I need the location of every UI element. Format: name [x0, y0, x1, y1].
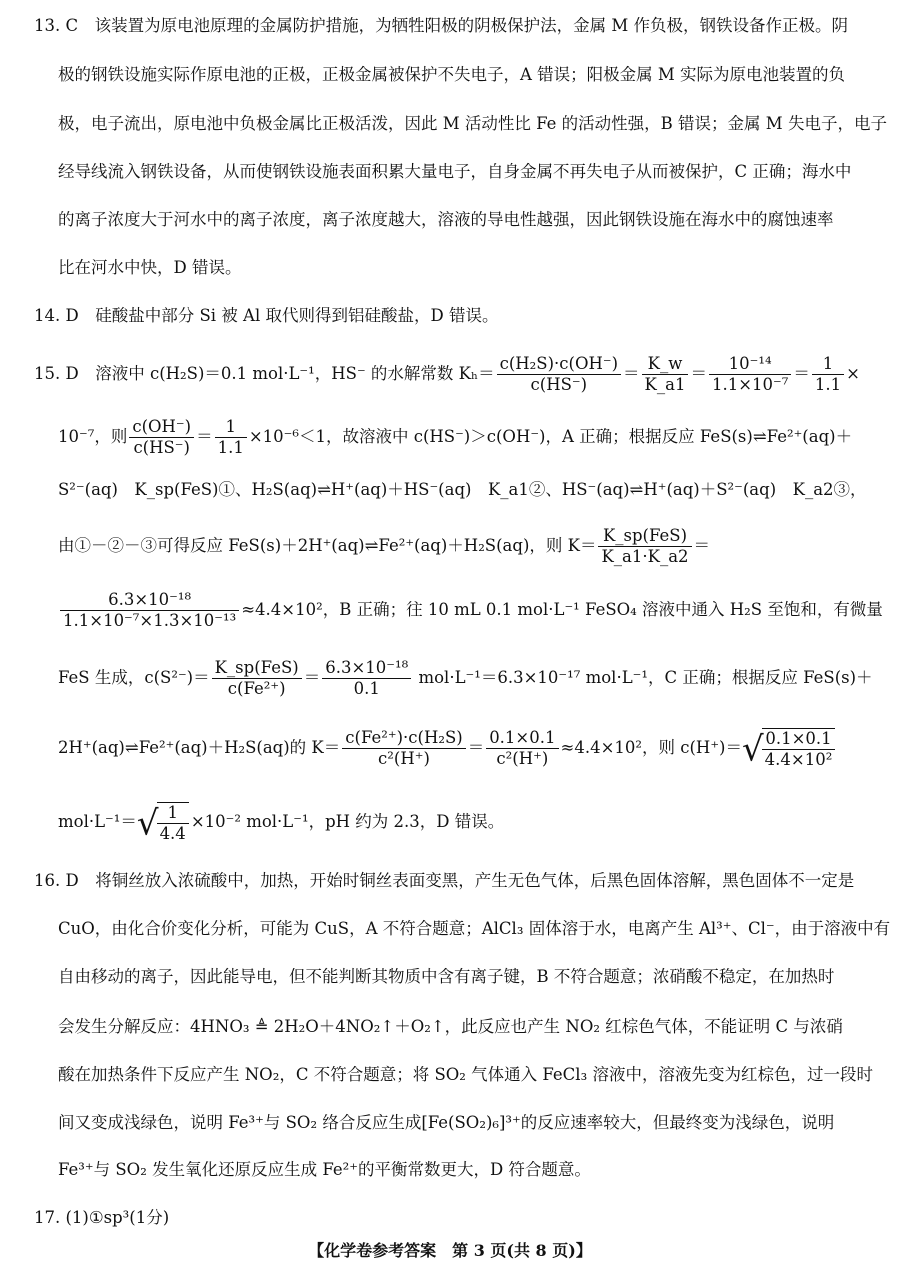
text: 2H⁺(aq)⇌Fe²⁺(aq)＋H₂S(aq)的 K＝ — [58, 738, 341, 757]
answer-15-line-6 — [58, 656, 873, 700]
text: mol·L⁻¹＝6.3×10⁻¹⁷ mol·L⁻¹，C 正确；根据反应 FeS(s)＋ — [418, 668, 873, 687]
equals: ＝ — [303, 668, 321, 687]
answer-16-line: Fe³⁺与 SO₂ 发生氧化还原反应生成 Fe²⁺的平衡常数更大，D 符合题意。 — [58, 1160, 591, 1179]
numerator: c(OH⁻) — [129, 417, 194, 438]
text: mol·L⁻¹＝ — [58, 812, 137, 831]
answer-13-line: 13. C 该装置为原电池原理的金属防护措施，为牺牲阳极的阴极保护法，金属 M 作负极，钢铁设备作正极。阴 — [34, 16, 848, 35]
radical-sign-icon: √ — [136, 803, 159, 843]
denominator: 4.4×10² — [764, 750, 833, 769]
denominator: K_a1 — [644, 375, 686, 394]
text: FeS 生成，c(S²⁻)＝ — [58, 668, 210, 687]
numerator: K_w — [642, 354, 689, 375]
fraction — [212, 658, 302, 699]
answer-15-line-7 — [58, 724, 837, 772]
square-root — [137, 799, 191, 847]
answer-13-line: 的离子浓度大于河水中的离子浓度，离子浓度越大，溶液的导电性越强，因此钢铁设施在海水中的腐蚀速率 — [58, 210, 834, 229]
numerator: 6.3×10⁻¹⁸ — [322, 658, 411, 679]
denominator: 1.1 — [217, 438, 244, 457]
fraction — [215, 417, 247, 458]
answer-13-line: 极的钢铁设施实际作原电池的正极，正极金属被保护不失电子，A 错误；阳极金属 M 实际为原电池装置的负 — [58, 65, 846, 84]
fraction — [60, 590, 239, 631]
radical-sign-icon: √ — [741, 729, 764, 769]
denominator: c²(H⁺) — [496, 749, 549, 768]
numerator: 1 — [812, 354, 844, 375]
answer-15-line-5 — [58, 588, 883, 632]
numerator: 10⁻¹⁴ — [709, 354, 791, 375]
text: ×10⁻² mol·L⁻¹，pH 约为 2.3，D 错误。 — [190, 812, 505, 831]
text: ≈4.4×10²，则 c(H⁺)＝ — [560, 738, 742, 757]
numerator: 1 — [157, 803, 189, 824]
answer-15-line-1 — [34, 352, 860, 396]
answer-16-line: 自由移动的离子，因此能导电，但不能判断其物质中含有离子键，B 不符合题意；浓硝酸不稳定，在加热时 — [58, 967, 835, 986]
denominator: c(Fe²⁺) — [227, 679, 286, 698]
square-root — [742, 725, 837, 773]
fraction — [598, 526, 691, 567]
denominator: c(HS⁻) — [530, 375, 588, 394]
denominator: K_a1·K_a2 — [601, 547, 689, 566]
answer-15-line-4 — [58, 524, 710, 568]
fraction — [497, 354, 621, 395]
numerator: 0.1×0.1 — [486, 728, 558, 749]
numerator: 0.1×0.1 — [762, 729, 836, 750]
answer-13-line: 经导线流入钢铁设备，从而使钢铁设施表面积累大量电子，自身金属不再失电子从而被保护，C 正确；海水中 — [58, 162, 852, 181]
answer-14: 14. D 硅酸盐中部分 Si 被 Al 取代则得到铝硅酸盐，D 错误。 — [34, 306, 499, 325]
answer-16-line: 间又变成浅绿色，说明 Fe³⁺与 SO₂ 络合反应生成[Fe(SO₂)₆]³⁺的反应速率较大，但最终变为浅绿色，说明 — [58, 1113, 835, 1132]
numerator: K_sp(FeS) — [212, 658, 302, 679]
fraction — [642, 354, 689, 395]
text: 10⁻⁷，则 — [58, 427, 128, 446]
equals: ＝ — [623, 364, 640, 383]
denominator: c²(H⁺) — [378, 749, 430, 768]
text: 由①－②－③可得反应 FeS(s)＋2H⁺(aq)⇌Fe²⁺(aq)＋H₂S(aq)，则 K＝ — [58, 536, 597, 555]
fraction — [129, 417, 194, 458]
denominator: 0.1 — [353, 679, 380, 698]
denominator: 1.1 — [814, 375, 842, 394]
answer-15-line-3: S²⁻(aq) K_sp(FeS)①、H₂S(aq)⇌H⁺(aq)＋HS⁻(aq) K_a1②、HS⁻(aq)⇌H⁺(aq)＋S²⁻(aq) K_a2③， — [58, 480, 867, 499]
page-footer: 【化学卷参考答案 第 3 页(共 8 页)】 — [308, 1241, 592, 1260]
fraction — [342, 728, 465, 769]
numerator: K_sp(FeS) — [598, 526, 691, 547]
denominator: c(HS⁻) — [133, 438, 190, 457]
fraction — [322, 658, 411, 699]
equals: ＝ — [467, 738, 485, 757]
fraction — [812, 354, 844, 395]
fraction — [486, 728, 558, 769]
text: ×10⁻⁶＜1，故溶液中 c(HS⁻)＞c(OH⁻)，A 正确；根据反应 FeS(s)⇌Fe²⁺(aq)＋ — [248, 427, 853, 446]
answer-17: 17. (1)①sp³(1分) — [34, 1208, 170, 1227]
equals: ＝ — [793, 364, 810, 383]
numerator: c(Fe²⁺)·c(H₂S) — [342, 728, 465, 749]
numerator: 1 — [215, 417, 247, 438]
fraction — [709, 354, 791, 395]
times-sign: × — [846, 364, 860, 383]
denominator: 1.1×10⁻⁷×1.3×10⁻¹³ — [63, 611, 237, 630]
answer-15-line-2 — [58, 415, 852, 459]
numerator: c(H₂S)·c(OH⁻) — [497, 354, 621, 375]
equals: ＝ — [690, 364, 707, 383]
denominator: 1.1×10⁻⁷ — [711, 375, 789, 394]
answer-15-line-8 — [58, 798, 504, 846]
equals: ＝ — [196, 427, 213, 446]
denominator: 4.4 — [159, 824, 186, 843]
text: ≈4.4×10²，B 正确；往 10 mL 0.1 mol·L⁻¹ FeSO₄ 溶液中通入 H₂S 至饱和，有微量 — [241, 600, 883, 619]
equals: ＝ — [693, 536, 711, 555]
answer-13-line: 极，电子流出，原电池中负极金属比正极活泼，因此 M 活动性比 Fe 的活动性强，B 错误；金属 M 失电子，电子 — [58, 114, 887, 133]
answer-16-line: 会发生分解反应：4HNO₃ ≜ 2H₂O＋4NO₂↑＋O₂↑，此反应也产生 NO₂ 红棕色气体，不能证明 C 与浓硝 — [58, 1017, 843, 1036]
numerator: 6.3×10⁻¹⁸ — [60, 590, 239, 611]
text: 15. D 溶液中 c(H₂S)＝0.1 mol·L⁻¹，HS⁻ 的水解常数 Kₕ＝ — [34, 364, 495, 383]
answer-16-line: CuO，由化合价变化分析，可能为 CuS，A 不符合题意；AlCl₃ 固体溶于水，电离产生 Al³⁺、Cl⁻，由于溶液中有 — [58, 919, 891, 938]
answer-13-line: 比在河水中快，D 错误。 — [58, 258, 242, 277]
answer-16-line: 16. D 将铜丝放入浓硫酸中，加热，开始时铜丝表面变黑，产生无色气体，后黑色固体溶解，黑色固体不一定是 — [34, 871, 855, 890]
answer-16-line: 酸在加热条件下反应产生 NO₂，C 不符合题意；将 SO₂ 气体通入 FeCl₃ 溶液中，溶液先变为红棕色，过一段时 — [58, 1065, 873, 1084]
